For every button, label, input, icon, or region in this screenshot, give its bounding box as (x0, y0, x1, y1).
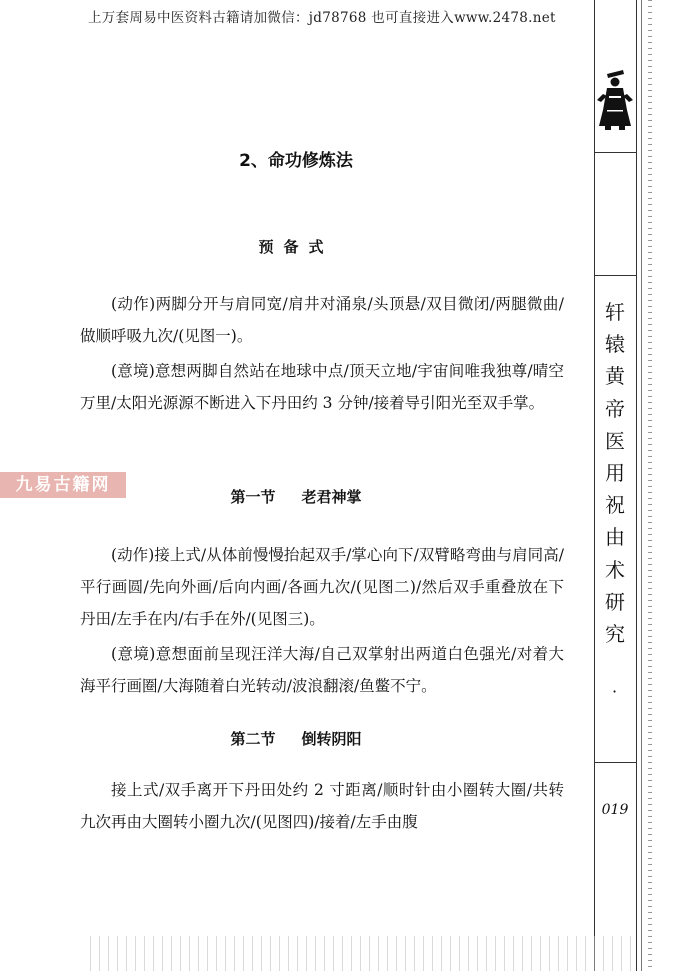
preparation-intent-paragraph: (意境)意想两脚自然站在地球中点/顶天立地/宇宙间唯我独尊/晴空万里/太阳光源源不断进入下丹田约 3 分钟/接着导引阳光至双手掌。 (80, 362, 564, 412)
book-title-char: 术 (605, 557, 625, 582)
section2-number: 第二节 (230, 730, 276, 748)
margin-divider-top (594, 152, 637, 153)
book-title-char: 由 (605, 525, 625, 550)
section2-name: 倒转阴阳 (301, 730, 362, 748)
book-title-char: 帝 (605, 396, 625, 421)
site-stamp: 九易古籍网 (0, 472, 126, 498)
bottom-edge-texture (90, 936, 636, 971)
book-title-char: 医 (605, 428, 625, 453)
section1-number: 第一节 (230, 488, 276, 506)
book-title-char: 黄 (605, 364, 625, 389)
chapter-title: 2、命功修炼法 (239, 151, 353, 171)
preparation-action-paragraph: (动作)两脚分开与肩同宽/肩井对涌泉/头顶悬/双目微闭/两腿微曲/做顺呼吸九次/(见图一)。 (80, 295, 564, 345)
margin-divider-page (594, 762, 637, 763)
page-number: 019 (601, 802, 629, 818)
preparation-heading: 预备式 (258, 238, 334, 256)
book-title-char: 轩 (605, 300, 625, 324)
section2-paragraph: 接上式/双手离开下丹田处约 2 寸距离/顺时针由小圈转大圈/共转九次再由大圈转小圈九次/(见图四)/接着/左手由腹 (80, 781, 564, 831)
section2-heading (0, 728, 592, 749)
margin-rule-right (636, 0, 637, 971)
section1-action-paragraph: (动作)接上式/从体前慢慢抬起双手/掌心向下/双臂略弯曲与肩同高/平行画圆/先向外画/后向内画/各画九次/(见图二)/然后双手重叠放在下丹田/左手在内/右手在外/(见图三)。 (80, 546, 564, 628)
book-title-char: 用 (605, 461, 625, 486)
page-edge-dots (648, 0, 652, 971)
sage-figure-icon (597, 66, 633, 132)
margin-rule-outer (641, 0, 642, 971)
book-title-vertical (594, 296, 636, 650)
book-title-char: 究 (605, 622, 625, 647)
margin-dot: · (612, 682, 618, 701)
book-title-char: 祝 (605, 493, 625, 518)
section1-name: 老君神掌 (301, 488, 362, 506)
watermark-header: 上万套周易中医资料古籍请加微信：jd78768 也可直接进入www.2478.net (88, 10, 556, 26)
book-title-char: 辕 (605, 332, 625, 357)
margin-divider-title (594, 275, 637, 276)
book-title-char: 研 (605, 589, 625, 614)
section1-intent-paragraph: (意境)意想面前呈现汪洋大海/自己双掌射出两道白色强光/对着大海平行画圈/大海随着白光转动/波浪翻滚/鱼鳖不宁。 (80, 645, 564, 695)
